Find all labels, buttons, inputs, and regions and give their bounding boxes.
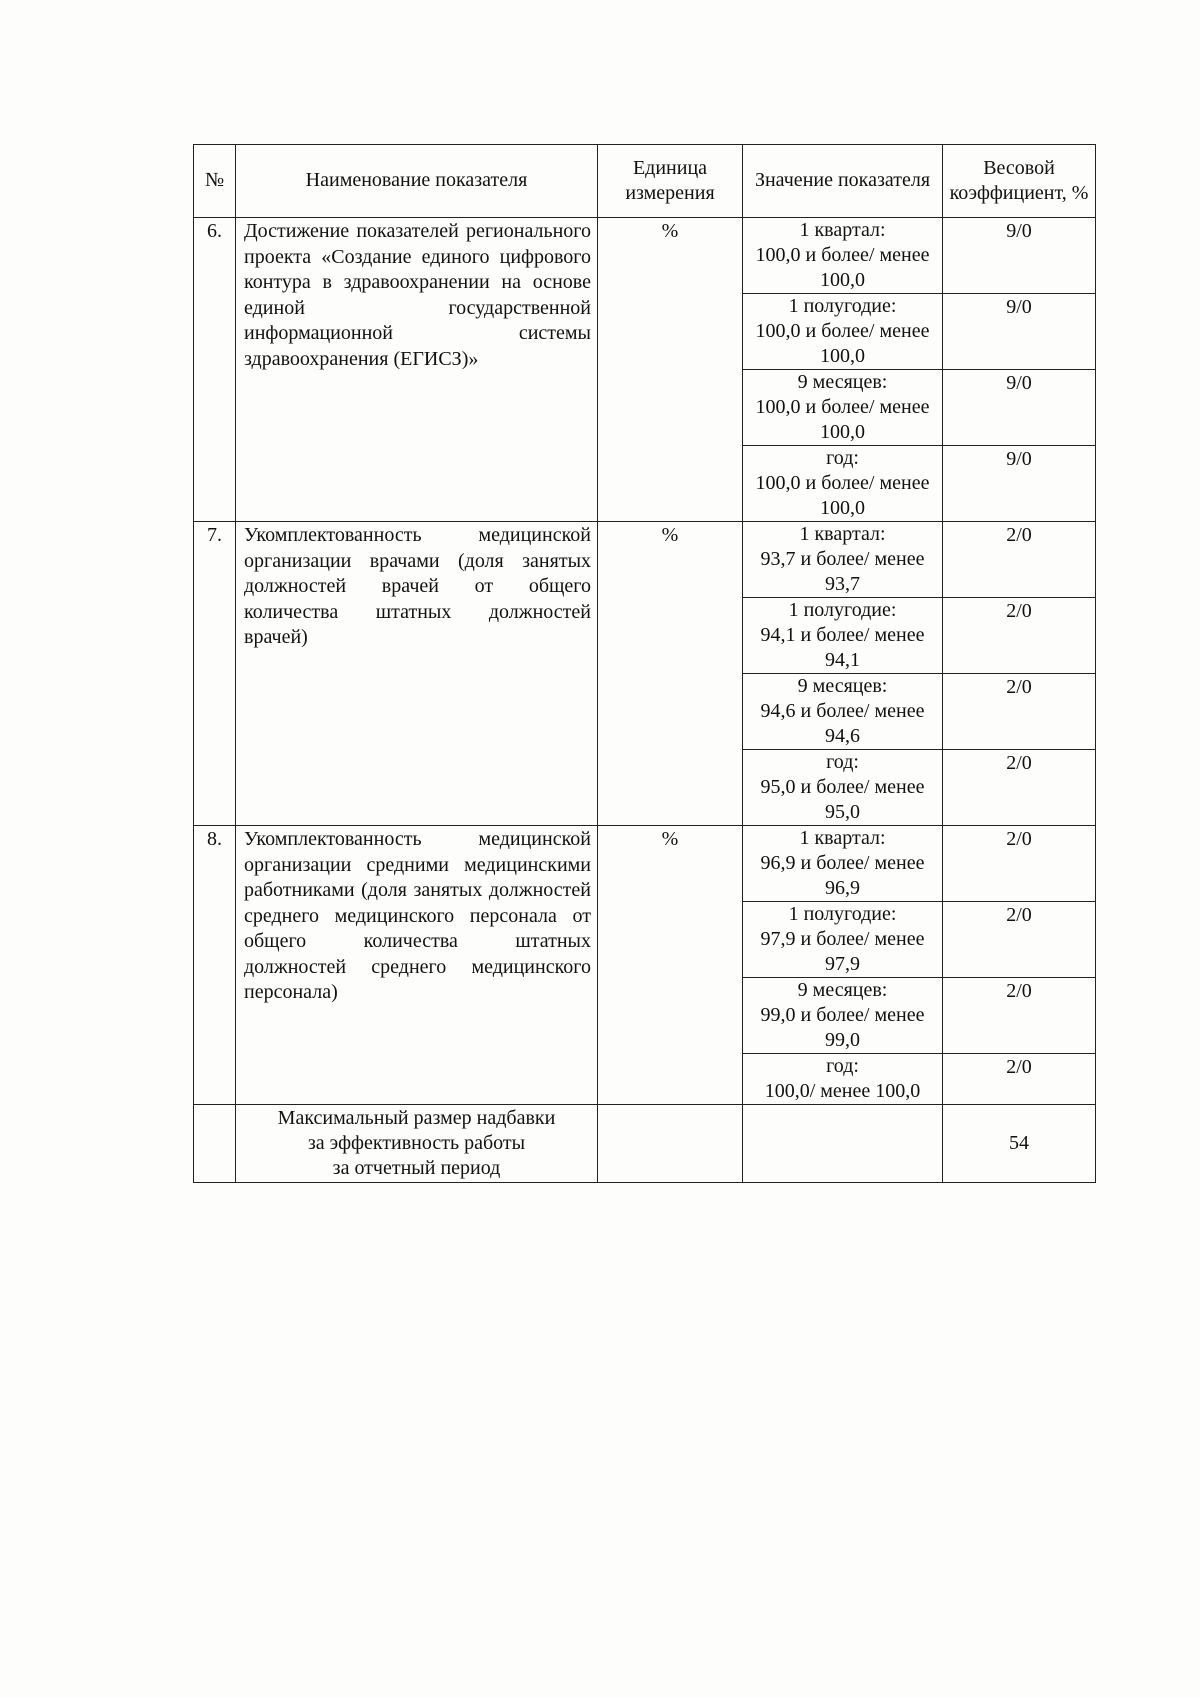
header-value: Значение показателя — [743, 145, 943, 218]
indicator-weight: 2/0 — [943, 522, 1096, 598]
row-number: 7. — [194, 522, 236, 826]
total-unit-cell — [598, 1105, 743, 1183]
value-period: 1 квартал: — [799, 523, 886, 545]
total-weight: 54 — [943, 1105, 1096, 1183]
indicator-weight: 2/0 — [943, 1054, 1096, 1105]
row-number: 8. — [194, 826, 236, 1105]
indicator-value — [743, 978, 943, 1054]
value-threshold: 100,0 и более/ менее 100,0 — [755, 396, 930, 443]
header-row — [194, 145, 1096, 218]
value-period: 1 полугодие: — [788, 295, 897, 317]
indicator-value — [743, 902, 943, 978]
indicator-unit: % — [598, 522, 743, 826]
value-threshold: 100,0 и более/ менее 100,0 — [755, 320, 930, 367]
value-threshold: 93,7 и более/ менее 93,7 — [760, 548, 925, 595]
total-label-line: Максимальный размер надбавки — [277, 1107, 556, 1129]
indicator-unit: % — [598, 218, 743, 522]
indicator-value — [743, 218, 943, 294]
value-period: 1 квартал: — [799, 219, 886, 241]
value-threshold: 100,0 и более/ менее 100,0 — [755, 472, 930, 519]
indicator-weight: 2/0 — [943, 826, 1096, 902]
value-threshold: 97,9 и более/ менее 97,9 — [760, 928, 925, 975]
value-threshold: 100,0 и более/ менее 100,0 — [755, 244, 930, 291]
table-row — [194, 218, 1096, 294]
indicator-value — [743, 522, 943, 598]
header-unit: Единица измерения — [598, 145, 743, 218]
indicator-value — [743, 294, 943, 370]
value-period: год: — [826, 447, 859, 469]
total-label — [236, 1105, 598, 1183]
value-period: 1 полугодие: — [788, 903, 897, 925]
value-period: 1 квартал: — [799, 827, 886, 849]
value-period: 9 месяцев: — [797, 371, 888, 393]
indicator-value — [743, 674, 943, 750]
indicators-table — [193, 144, 1096, 1183]
indicator-weight: 9/0 — [943, 446, 1096, 522]
indicator-name: Укомплектованность медицинской организации врачами (доля занятых должностей врачей от общего количества штатных должностей врачей) — [236, 522, 598, 826]
header-num: № — [194, 145, 236, 218]
value-threshold: 100,0/ менее 100,0 — [764, 1080, 921, 1102]
indicator-weight: 2/0 — [943, 674, 1096, 750]
indicator-value — [743, 370, 943, 446]
header-name: Наименование показателя — [236, 145, 598, 218]
indicator-weight: 9/0 — [943, 294, 1096, 370]
indicator-weight: 2/0 — [943, 902, 1096, 978]
row-number: 6. — [194, 218, 236, 522]
value-period: год: — [826, 751, 859, 773]
indicator-value — [743, 598, 943, 674]
header-weight: Весовой коэффициент, % — [943, 145, 1096, 218]
value-period: 9 месяцев: — [797, 675, 888, 697]
total-num-cell — [194, 1105, 236, 1183]
indicator-value — [743, 446, 943, 522]
value-threshold: 94,1 и более/ менее 94,1 — [760, 624, 925, 671]
indicator-unit: % — [598, 826, 743, 1105]
table-row — [194, 826, 1096, 902]
indicator-name: Укомплектованность медицинской организации средними медицинскими работниками (доля занятых должностей среднего медицинского персонала от общего количества штатных должностей среднего медицинского персонала) — [236, 826, 598, 1105]
table-row — [194, 522, 1096, 598]
indicator-weight: 2/0 — [943, 750, 1096, 826]
indicator-weight: 9/0 — [943, 370, 1096, 446]
value-threshold: 94,6 и более/ менее 94,6 — [760, 700, 925, 747]
value-threshold: 99,0 и более/ менее 99,0 — [760, 1004, 925, 1051]
indicator-name: Достижение показателей регионального проекта «Создание единого цифрового контура в здравоохранении на основе единой государственной информационной системы здравоохранения (ЕГИСЗ)» — [236, 218, 598, 522]
indicator-weight: 2/0 — [943, 978, 1096, 1054]
value-period: 1 полугодие: — [788, 599, 897, 621]
total-row — [194, 1105, 1096, 1183]
total-value-cell — [743, 1105, 943, 1183]
indicator-weight: 2/0 — [943, 598, 1096, 674]
value-period: год: — [826, 1055, 859, 1077]
value-threshold: 95,0 и более/ менее 95,0 — [760, 776, 925, 823]
value-period: 9 месяцев: — [797, 979, 888, 1001]
value-threshold: 96,9 и более/ менее 96,9 — [760, 852, 925, 899]
total-label-line: за отчетный период — [332, 1157, 501, 1179]
indicator-value — [743, 826, 943, 902]
indicator-weight: 9/0 — [943, 218, 1096, 294]
total-label-line: за эффективность работы — [307, 1132, 526, 1154]
indicator-value — [743, 750, 943, 826]
indicator-value — [743, 1054, 943, 1105]
